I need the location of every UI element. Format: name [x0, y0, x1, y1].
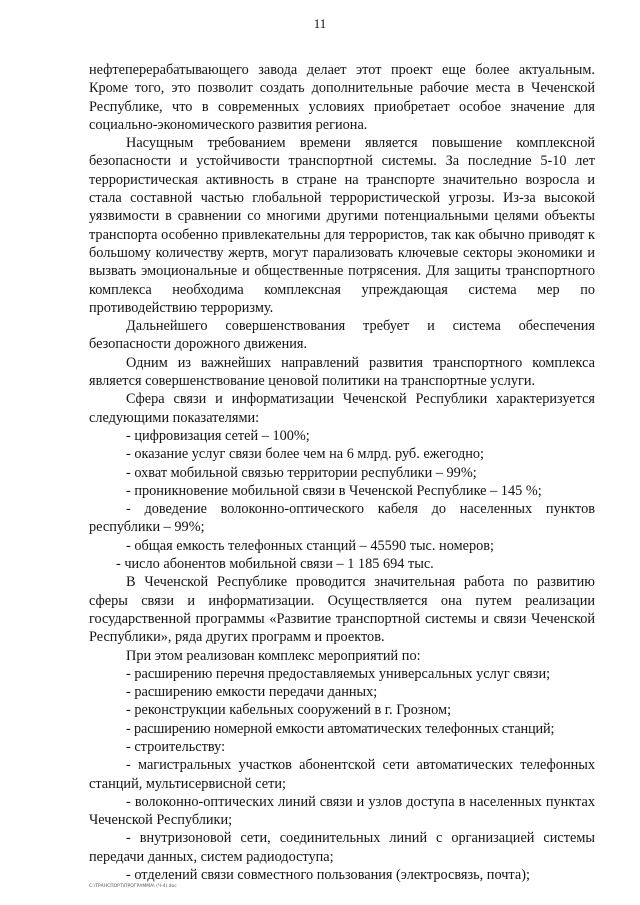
- list-item: - отделений связи совместного пользования (электросвязь, почта);: [126, 867, 530, 884]
- list-item: - расширению перечня предоставляемых универсальных услуг связи;: [126, 665, 551, 682]
- paragraph: Дальнейшего совершенствования требует и система обеспечения безопасности дорожного движения.: [89, 318, 595, 353]
- document-body: [89, 61, 595, 884]
- list-item: - строительству:: [126, 738, 226, 755]
- list-item: - расширению емкости передачи данных;: [126, 684, 378, 701]
- list-item: - магистральных участков абонентской сети автоматических телефонных станций, мультисервисной сети;: [89, 757, 595, 792]
- paragraph: При этом реализован комплекс мероприятий по:: [126, 647, 421, 664]
- paragraph: Насущным требованием времени является повышение комплексной безопасности и устойчивости транспортной системы. За последние 5-10 лет террористическая активность в стране на транспорте значительно возросла и стала составной частью глобальной террористической угрозы. Из-за высокой уязвимости в сравнении со многими другими потенциальными целями объекты транспорта особенно привлекательны для террористов, так как обычно приводят к большому количеству жертв, могут парализовать ключевые секторы экономики и вызвать эмоциональные и общественные потрясения. Для защиты транспортного комплекса необходима комплексная упреждающая система мер по противодействию терроризму.: [89, 135, 595, 316]
- list-item: - расширению номерной емкости автоматических телефонных станций;: [126, 720, 555, 737]
- list-item: - доведение волоконно-оптического кабеля до населенных пунктов республики – 99%;: [89, 501, 595, 536]
- paragraph: нефтеперерабатывающего завода делает этот проект еще более актуальным. Кроме того, это позволит создать дополнительные рабочие места в Чеченской Республике, что в современных условиях приобретает особое значение для социально-экономического развития региона.: [89, 62, 595, 133]
- list-item: - охват мобильной связью территории республики – 99%;: [126, 464, 477, 481]
- paragraph: Одним из важнейших направлений развития транспортного комплекса является совершенствование ценовой политики на транспортные услуги.: [89, 354, 595, 390]
- list-item: - внутризоновой сети, соединительных линий с организацией системы передачи данных, систем радиодоступа;: [89, 830, 595, 865]
- footer-file-path: С:\ТРАНСПОРТ\ПРОГРАММА\ (Ч-4).doc: [89, 884, 177, 889]
- list-item: - число абонентов мобильной связи – 1 185 694 тыс.: [116, 556, 434, 573]
- list-item: - волоконно-оптических линий связи и узлов доступа в населенных пунктах Чеченской Республики;: [89, 793, 595, 829]
- paragraph: В Чеченской Республике проводится значительная работа по развитию сферы связи и информатизации. Осуществляется она путем реализации государственной программы «Развитие транспортной системы и связи Чеченской Республики», ряда других программ и проектов.: [89, 574, 595, 646]
- list-item: - цифровизация сетей – 100%;: [126, 427, 310, 444]
- list-item: - общая емкость телефонных станций – 45590 тыс. номеров;: [126, 537, 494, 554]
- page-number: 11: [313, 16, 327, 31]
- paragraph: Сфера связи и информатизации Чеченской Республики характеризуется следующими показателями:: [89, 391, 595, 426]
- list-item: - проникновение мобильной связи в Чеченской Республике – 145 %;: [126, 482, 542, 499]
- list-item: - оказание услуг связи более чем на 6 млрд. руб. ежегодно;: [126, 446, 485, 463]
- list-item: - реконструкции кабельных сооружений в г. Грозном;: [126, 702, 452, 719]
